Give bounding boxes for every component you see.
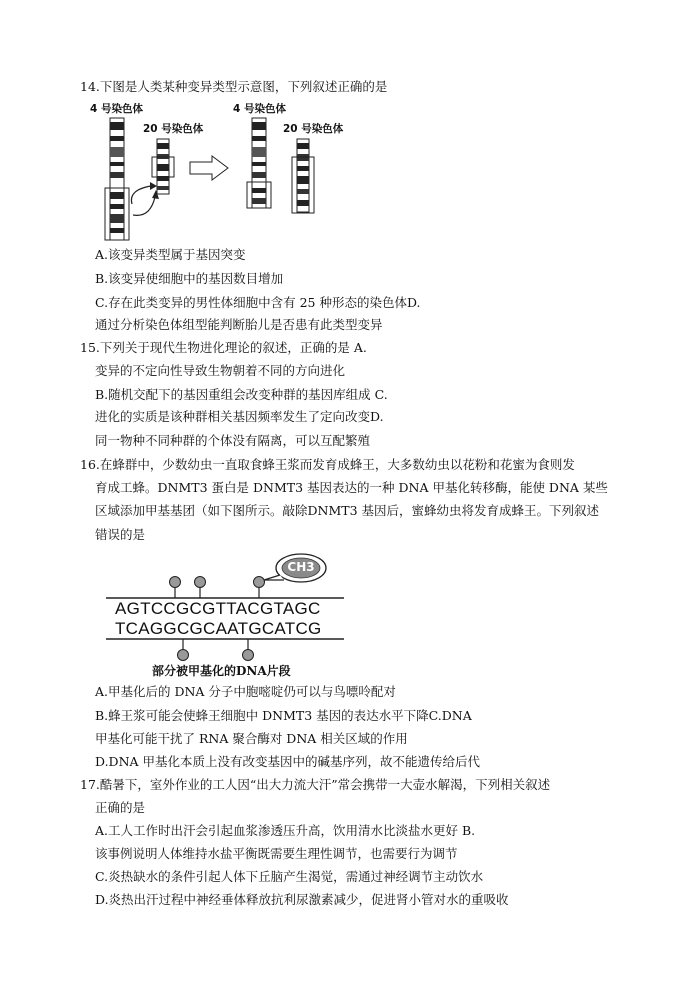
chr20-label-left: 20 号染色体 (143, 123, 204, 135)
methyl-group-5 (243, 639, 254, 661)
q16-option-b[interactable]: B.蜂王浆可能会使蜂王细胞中 DNMT3 基因的表达水平下降C.DNA (95, 708, 472, 723)
methyl-group-1 (170, 577, 181, 599)
q15-stem: 15.下列关于现代生物进化理论的叙述，正确的是 A. (80, 340, 367, 355)
q15-option-b[interactable]: B.随机交配下的基因重组会改变种群的基因库组成 C. (95, 387, 388, 402)
q14-option-d[interactable]: 通过分析染色体组型能判断胎儿是否患有此类型变异 (95, 317, 383, 332)
q16-stem-line-3: 区域添加甲基基团（如下图所示。敲除DNMT3 基因后，蜜蜂幼虫将发育成蜂王。下列叙述 (95, 503, 600, 518)
chr4-label-left: 4 号染色体 (90, 103, 143, 115)
dna-figure-caption: 部分被甲基化的DNA片段 (152, 664, 291, 678)
q17-option-a[interactable]: A.工人工作时出汗会引起血浆渗透压升高，饮用清水比淡盐水更好 B. (95, 823, 476, 838)
q17-stem-line-1: 17.酷暑下，室外作业的工人因“出大力流大汗”常会携带一大壶水解渴，下列相关叙述 (80, 777, 551, 792)
q16-option-a[interactable]: A.甲基化后的 DNA 分子中胞嘧啶仍可以与鸟嘌呤配对 (95, 684, 396, 699)
q17-option-d[interactable]: D.炎热出汗过程中神经垂体释放抗利尿激素减少，促进肾小管对水的重吸收 (95, 892, 509, 907)
q15-option-c[interactable]: 进化的实质是该种群相关基因频率发生了定向改变D. (95, 409, 384, 424)
q14-option-b[interactable]: B.该变异使细胞中的基因数目增加 (95, 271, 284, 286)
chr20-label-right: 20 号染色体 (283, 123, 344, 135)
dna-strand-bottom: TCAGGCGCAATGCATCG (115, 619, 322, 638)
q17-stem-line-2: 正确的是 (95, 800, 146, 815)
q15-option-d[interactable]: 同一物种不同种群的个体没有隔离，可以互配繁殖 (95, 433, 371, 448)
q15-option-a[interactable]: 变异的不定向性导致生物朝着不同的方向进化 (95, 363, 346, 378)
q16-stem-line-4: 错误的是 (95, 527, 146, 542)
ch3-label: CH3 (287, 560, 315, 574)
dna-strand-top: AGTCCGCGTTACGTAGC (115, 599, 321, 618)
q14-stem: 14.下图是人类某种变异类型示意图，下列叙述正确的是 (80, 79, 388, 94)
q14-option-c[interactable]: C.存在此类变异的男性体细胞中含有 25 种形态的染色体D. (95, 295, 421, 310)
q16-stem-line-1: 16.在蜂群中，少数幼虫一直取食蜂王浆而发育成蜂王，大多数幼虫以花粉和花蜜为食则发 (80, 457, 575, 472)
q17-option-c[interactable]: C.炎热缺水的条件引起人体下丘脑产生渴觉，需通过神经调节主动饮水 (95, 869, 484, 884)
q16-option-d[interactable]: D.DNA 甲基化本质上没有改变基因中的碱基序列，故不能遗传给后代 (95, 754, 481, 769)
q14-option-a[interactable]: A.该变异类型属于基因突变 (95, 247, 246, 262)
methyl-group-3 (254, 577, 265, 599)
q16-stem-line-2: 育成工蜂。DNMT3 蛋白是 DNMT3 基因表达的一种 DNA 甲基化转移酶，能使 DNA 某些 (95, 480, 608, 495)
q17-option-b[interactable]: 该事例说明人体维持水盐平衡既需要生理性调节，也需要行为调节 (95, 846, 458, 861)
methyl-group-2 (195, 577, 206, 599)
methyl-group-4 (178, 639, 189, 661)
q16-option-c[interactable]: 甲基化可能干扰了 RNA 聚合酶对 DNA 相关区域的作用 (95, 731, 408, 746)
chr4-label-right: 4 号染色体 (233, 103, 286, 115)
